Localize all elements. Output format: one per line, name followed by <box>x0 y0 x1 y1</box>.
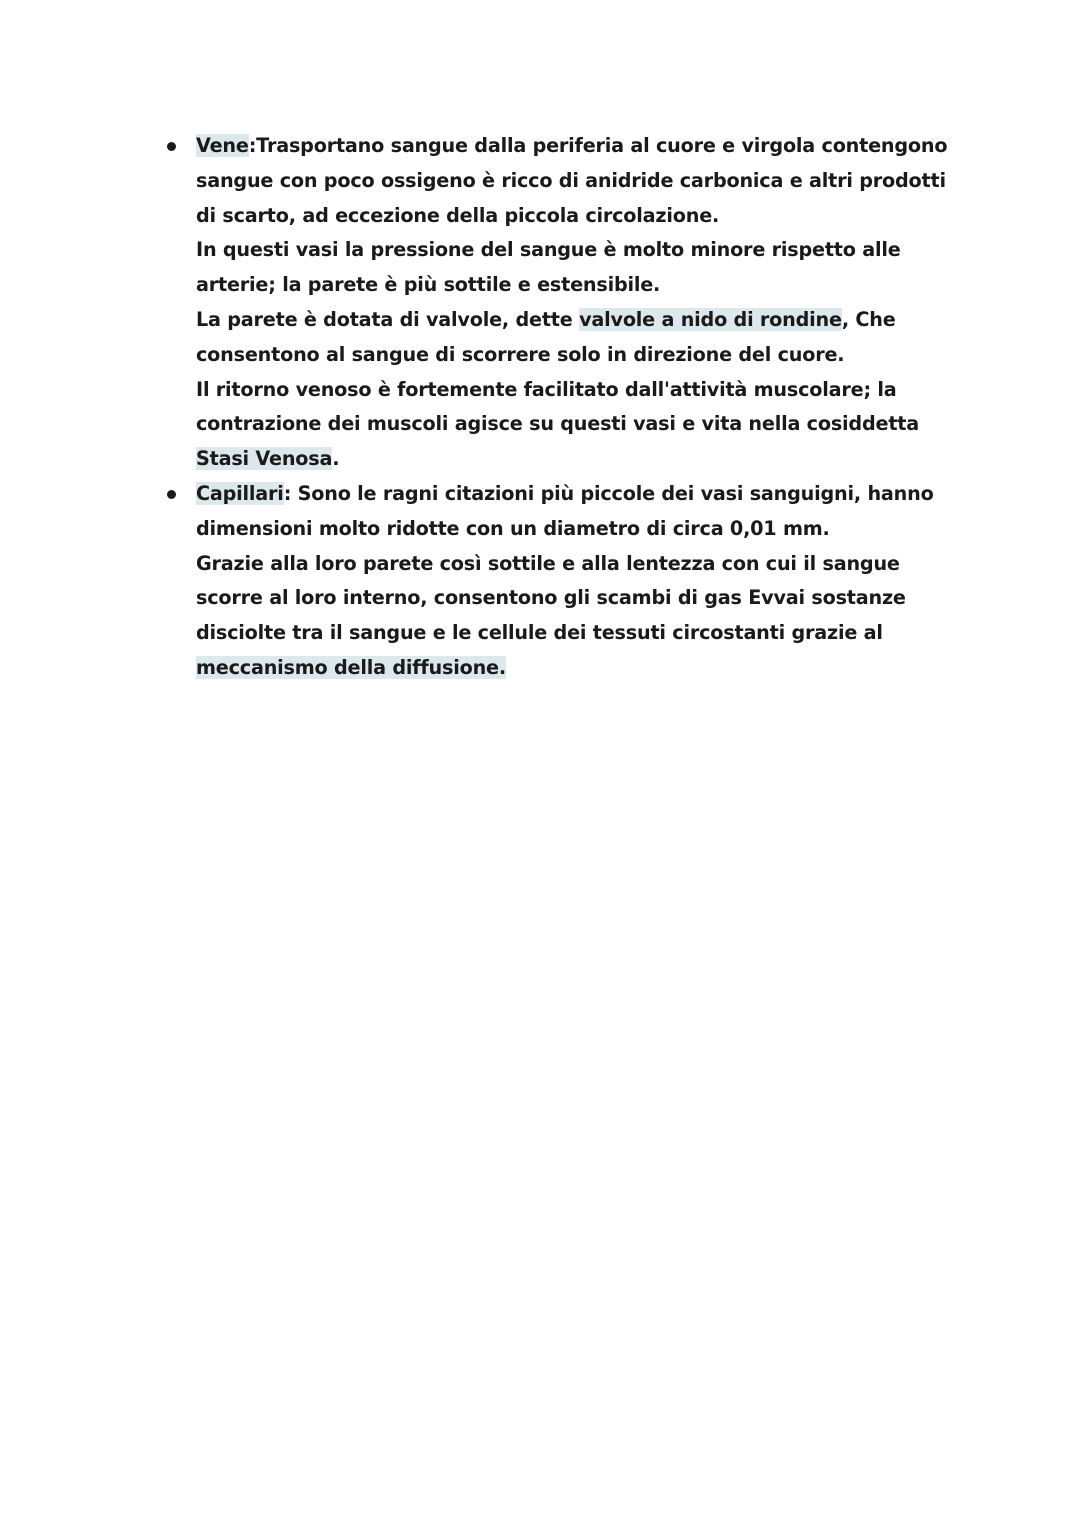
text-line: contrazione dei muscoli agisce su questi vasi e vita nella cosiddetta <box>196 412 920 436</box>
text-line: Grazie alla loro parete così sottile e alla lentezza con cui il sangue <box>196 551 900 575</box>
text-line: consentono al sangue di scorrere solo in direzione del cuore. <box>196 342 845 366</box>
text-line: In questi vasi la pressione del sangue è molto minore rispetto alle <box>196 238 901 262</box>
text-line: Il ritorno venoso è fortemente facilitato dall'attività muscolare; la <box>196 377 897 401</box>
list-item-capillari <box>196 477 956 686</box>
text-line <box>196 651 956 686</box>
text-line: disciolte tra il sangue e le cellule dei tessuti circostanti grazie al <box>196 621 883 645</box>
text-line: arterie; la parete è più sottile e estensibile. <box>196 273 661 297</box>
highlighted-phrase: meccanismo della diffusione. <box>196 655 506 679</box>
text-line: dimensioni molto ridotte con un diametro di circa 0,01 mm. <box>196 516 830 540</box>
text-line: scorre al loro interno, consentono gli scambi di gas Evvai sostanze <box>196 586 906 610</box>
highlighted-phrase: valvole a nido di rondine <box>579 307 842 331</box>
highlighted-term: Capillari <box>196 481 284 505</box>
text-line: Vene:Trasportano sangue dalla periferia al cuore e virgola contengono <box>196 134 948 157</box>
text-line: Stasi Venosa. <box>196 447 340 471</box>
highlighted-term: Vene <box>196 134 249 157</box>
text-line: Capillari: Sono le ragni citazioni più piccole dei vasi sanguigni, hanno <box>196 481 934 505</box>
highlighted-phrase: Stasi Venosa <box>196 447 333 471</box>
notes-list <box>196 129 956 686</box>
text-line: La parete è dotata di valvole, dette valvole a nido di rondine, Che <box>196 307 896 331</box>
bullet-icon <box>167 142 176 151</box>
text-line: di scarto, ad eccezione della piccola circolazione. <box>196 203 720 227</box>
list-item-vene <box>196 129 956 477</box>
text-line: sangue con poco ossigeno è ricco di anidride carbonica e altri prodotti <box>196 168 946 192</box>
bullet-icon <box>167 490 176 499</box>
